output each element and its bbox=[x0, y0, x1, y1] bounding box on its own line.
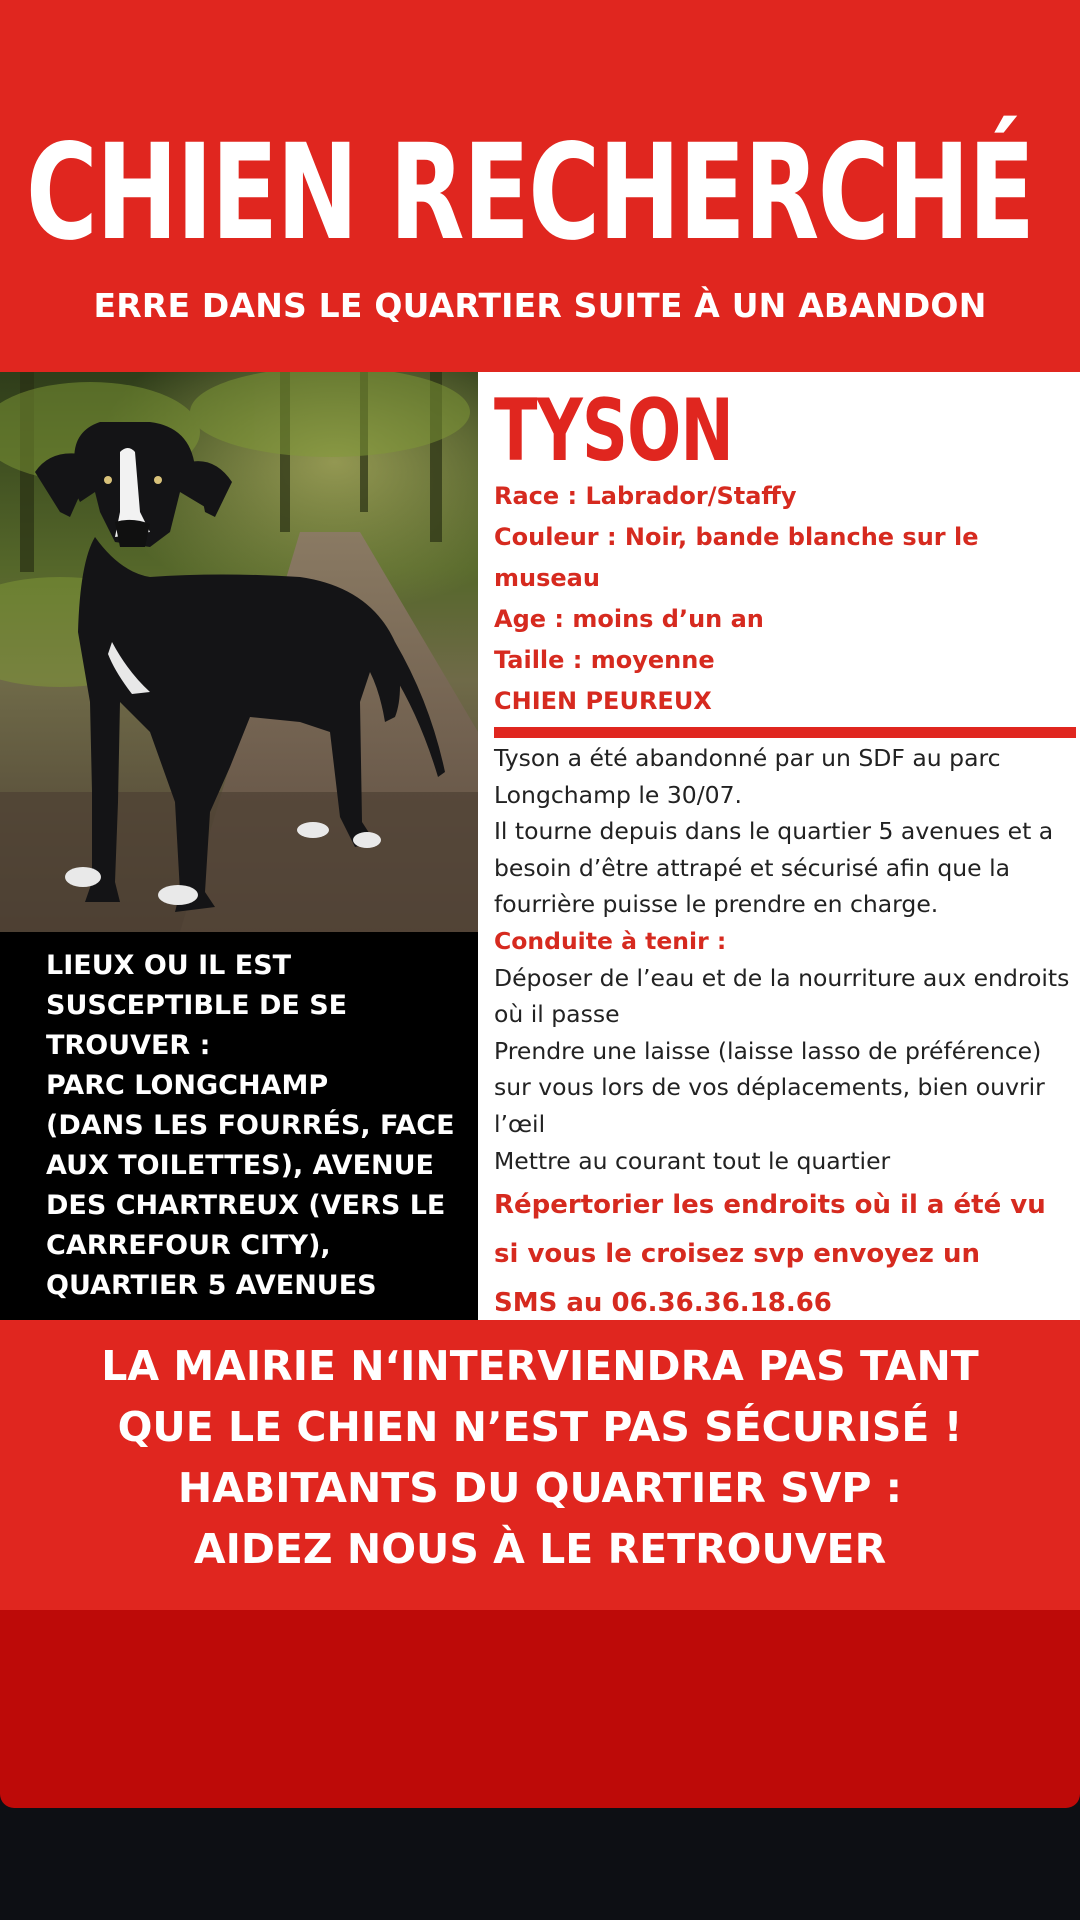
divider bbox=[494, 727, 1076, 738]
conduct-item: Déposer de l’eau et de la nourriture aux endroits où il passe bbox=[494, 963, 1070, 1029]
poster-header bbox=[0, 0, 1080, 372]
conduct-item: Mettre au courant tout le quartier bbox=[494, 1146, 891, 1175]
dog-breed: Race : Labrador/Staffy bbox=[494, 482, 797, 510]
location-panel bbox=[0, 932, 478, 1320]
footer-line: HABITANTS DU QUARTIER SVP : bbox=[177, 1464, 903, 1512]
dog-age: Age : moins d’un an bbox=[494, 605, 764, 633]
dog-color: Couleur : Noir, bande blanche sur le museau bbox=[494, 523, 979, 592]
conduct-item: Prendre une laisse (laisse lasso de préférence) sur vous lors de vos déplacements, bien ouvrir l’œil bbox=[494, 1036, 1045, 1138]
story-paragraph: Tyson a été abandonné par un SDF au parc Longchamp le 30/07. bbox=[494, 744, 1001, 809]
story-text bbox=[494, 740, 1076, 1179]
info-panel bbox=[478, 372, 1080, 1320]
phone-number: SMS au 06.36.36.18.66 bbox=[494, 1288, 832, 1318]
dog-temperament: CHIEN PEUREUX bbox=[494, 687, 712, 715]
dog-name: TYSON bbox=[494, 381, 733, 481]
poster-footer bbox=[0, 1320, 1080, 1610]
call-line: si vous le croisez svp envoyez un bbox=[494, 1239, 981, 1269]
footer-line: LA MAIRIE N‘INTERVIENDRA PAS TANT bbox=[101, 1342, 979, 1390]
poster-title: CHIEN RECHERCHÉ bbox=[26, 116, 1034, 270]
call-to-action bbox=[494, 1181, 1076, 1328]
story-paragraph: Il tourne depuis dans le quartier 5 avenues et a besoin d’être attrapé et sécurisé afin que la fourrière puisse le prendre en charge. bbox=[494, 817, 1054, 919]
dog-facts bbox=[494, 476, 1074, 722]
footer-line: AIDEZ NOUS À LE RETROUVER bbox=[193, 1525, 887, 1573]
poster-subtitle: ERRE DANS LE QUARTIER SUITE À UN ABANDON bbox=[93, 286, 987, 325]
footer-message bbox=[0, 1336, 1080, 1580]
dog-photo bbox=[0, 372, 478, 932]
dog-size: Taille : moyenne bbox=[494, 646, 715, 674]
conduct-heading: Conduite à tenir : bbox=[494, 926, 727, 955]
footer-line: QUE LE CHIEN N’EST PAS SÉCURISÉ ! bbox=[117, 1403, 963, 1451]
call-line: Répertorier les endroits où il a été vu bbox=[494, 1190, 1046, 1220]
location-text: LIEUX OU IL EST SUSCEPTIBLE DE SE TROUVER : PARC LONGCHAMP (DANS LES FOURRÉS, FACE AUX TOILETTES), AVENUE DES CHARTREUX (VERS LE CARREFOUR CITY), QUARTIER 5 AVENUES bbox=[46, 950, 455, 1301]
